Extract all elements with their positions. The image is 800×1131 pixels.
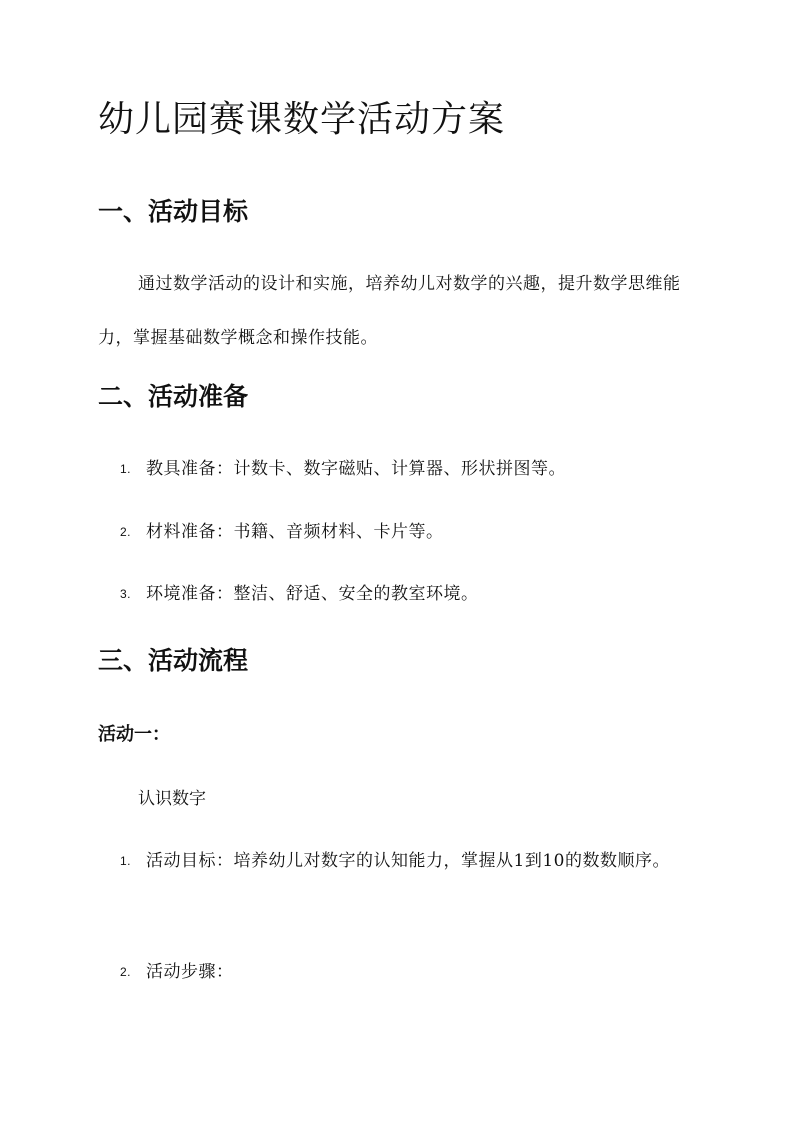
list-number: 3. xyxy=(120,587,132,601)
activity-name: 认识数字 xyxy=(138,789,206,809)
document-title: 幼儿园赛课数学活动方案 xyxy=(98,99,506,140)
activity-label: 活动一： xyxy=(98,724,170,745)
list-number: 2. xyxy=(120,965,132,979)
list-item xyxy=(120,945,705,999)
section-paragraph-goals: 通过数学活动的设计和实施，培养幼儿对数学的兴趣，提升数学思维能力，掌握基础数学概念和操作技能。 xyxy=(98,274,681,348)
list-text: 材料准备：书籍、音频材料、卡片等。 xyxy=(146,522,444,542)
list-number: 1. xyxy=(120,462,132,476)
list-item xyxy=(120,442,705,496)
list-number: 1. xyxy=(120,854,132,868)
list-text: 环境准备：整洁、舒适、安全的教室环境。 xyxy=(146,584,479,604)
list-item xyxy=(120,505,705,559)
list-item xyxy=(120,834,705,888)
list-number: 2. xyxy=(120,525,132,539)
section-heading-goals: 一、活动目标 xyxy=(98,197,249,226)
list-text: 活动步骤： xyxy=(146,962,234,982)
list-item xyxy=(120,567,705,621)
section-heading-process: 三、活动流程 xyxy=(98,646,249,675)
list-text: 教具准备：计数卡、数字磁贴、计算器、形状拼图等。 xyxy=(146,459,566,479)
list-text: 活动目标：培养幼儿对数字的认知能力，掌握从1到10的数数顺序。 xyxy=(146,851,670,871)
section-heading-preparation: 二、活动准备 xyxy=(98,382,249,411)
